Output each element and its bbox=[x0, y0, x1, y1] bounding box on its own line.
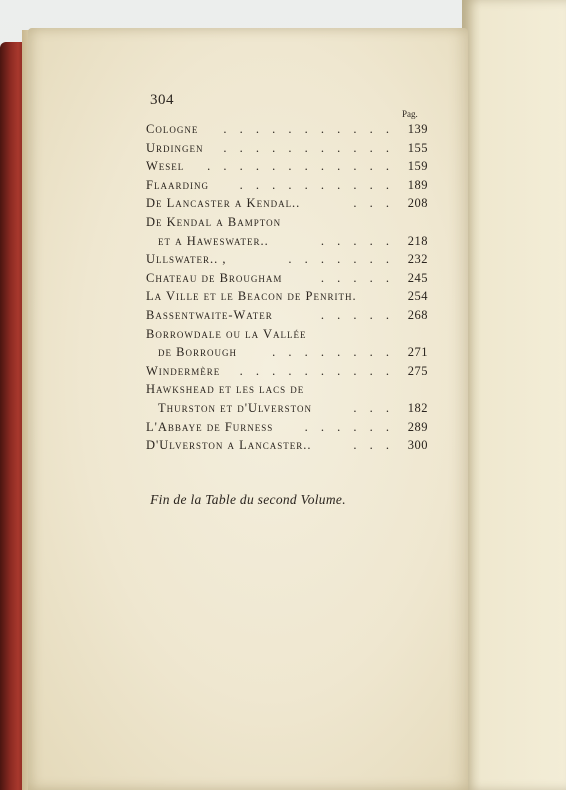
toc-entry bbox=[146, 345, 428, 364]
toc-entry-leader: . . . . . . . . bbox=[272, 345, 394, 360]
toc-entry bbox=[146, 159, 428, 178]
toc-entry-leader: . . . . . . . bbox=[288, 252, 394, 267]
toc-entry bbox=[146, 289, 428, 308]
toc-entry-leader: . . . . . . . . . . bbox=[239, 177, 394, 192]
toc-entry-title: De Kendal a Bampton bbox=[146, 214, 282, 229]
toc-entry-leader: . . . . . bbox=[320, 233, 394, 248]
table-of-contents bbox=[146, 122, 428, 457]
toc-entry-title: Wesel bbox=[146, 159, 185, 174]
toc-entry bbox=[146, 271, 428, 290]
page-column-label: Pag. bbox=[402, 109, 418, 119]
toc-entry-title: Bassentwaite-Water bbox=[146, 307, 273, 322]
toc-entry-title: Ullswater.. , bbox=[146, 252, 227, 267]
toc-entry-title: Urdingen bbox=[146, 140, 204, 155]
toc-entry bbox=[146, 308, 428, 327]
toc-entry bbox=[146, 401, 428, 420]
toc-entry-page: 159 bbox=[407, 159, 428, 174]
toc-entry-title: De Lancaster a Kendal.. bbox=[146, 196, 301, 211]
toc-entry-page: 254 bbox=[407, 289, 428, 304]
toc-entry-page: 275 bbox=[407, 363, 428, 378]
toc-entry bbox=[146, 141, 428, 160]
toc-entry-title: Borrowdale ou la Vallée bbox=[146, 326, 307, 341]
toc-entry-title: Hawkshead et les lacs de bbox=[146, 382, 305, 397]
toc-entry-leader: . . . . . bbox=[320, 307, 394, 322]
toc-entry-page: 218 bbox=[407, 233, 428, 248]
toc-entry-leader: . . . . . . . . . . . . bbox=[207, 159, 394, 174]
toc-entry bbox=[146, 364, 428, 383]
toc-entry-page: 189 bbox=[407, 177, 428, 192]
toc-entry-title: L'Abbaye de Furness bbox=[146, 419, 274, 434]
toc-entry bbox=[146, 234, 428, 253]
page-number: 304 bbox=[150, 92, 174, 108]
toc-entry-leader: . . . bbox=[353, 438, 394, 453]
toc-entry bbox=[146, 438, 428, 457]
toc-entry-page: 300 bbox=[407, 438, 428, 453]
toc-entry-leader: . . . . . . bbox=[304, 419, 394, 434]
toc-entry-title: de Borrough bbox=[158, 345, 237, 360]
toc-entry-page: 155 bbox=[407, 140, 428, 155]
toc-entry-title: et a Haweswater.. bbox=[158, 233, 269, 248]
toc-entry-leader: . . . . . bbox=[320, 270, 394, 285]
toc-entry-page: 182 bbox=[407, 400, 428, 415]
toc-entry bbox=[146, 215, 428, 234]
toc-entry-title: Windermère bbox=[146, 363, 221, 378]
book-page bbox=[28, 28, 468, 790]
toc-entry-title: La Ville et le Beacon de Penrith. bbox=[146, 289, 357, 304]
toc-entry-leader: . . . bbox=[353, 196, 394, 211]
toc-entry bbox=[146, 327, 428, 346]
toc-entry-page: 245 bbox=[407, 270, 428, 285]
toc-entry-page: 208 bbox=[407, 196, 428, 211]
toc-entry bbox=[146, 122, 428, 141]
toc-entry-title: Thurston et d'Ulverston bbox=[158, 400, 313, 415]
toc-entry-leader: . . . . . . . . . . . bbox=[223, 122, 394, 136]
toc-entry-page: 271 bbox=[407, 345, 428, 360]
toc-entry bbox=[146, 382, 428, 401]
toc-entry bbox=[146, 420, 428, 439]
toc-entry bbox=[146, 178, 428, 197]
toc-entry-page: 289 bbox=[407, 419, 428, 434]
end-of-table-colophon: Fin de la Table du second Volume. bbox=[150, 492, 346, 507]
toc-entry-title: Chateau de Brougham bbox=[146, 270, 283, 285]
facing-page bbox=[462, 0, 566, 790]
toc-entry-page: 232 bbox=[407, 252, 428, 267]
toc-entry-title: Cologne bbox=[146, 122, 199, 136]
toc-entry-leader: . . . . . . . . . . bbox=[239, 363, 394, 378]
toc-entry-page: 139 bbox=[407, 122, 428, 136]
toc-entry-page: 268 bbox=[407, 307, 428, 322]
toc-entry-leader: . . . . . . . . . . . bbox=[223, 140, 394, 155]
toc-entry bbox=[146, 196, 428, 215]
toc-entry-title: Flaarding bbox=[146, 177, 209, 192]
toc-entry-leader: . . . bbox=[353, 400, 394, 415]
toc-entry-title: D'Ulverston a Lancaster.. bbox=[146, 438, 312, 453]
toc-entry bbox=[146, 252, 428, 271]
